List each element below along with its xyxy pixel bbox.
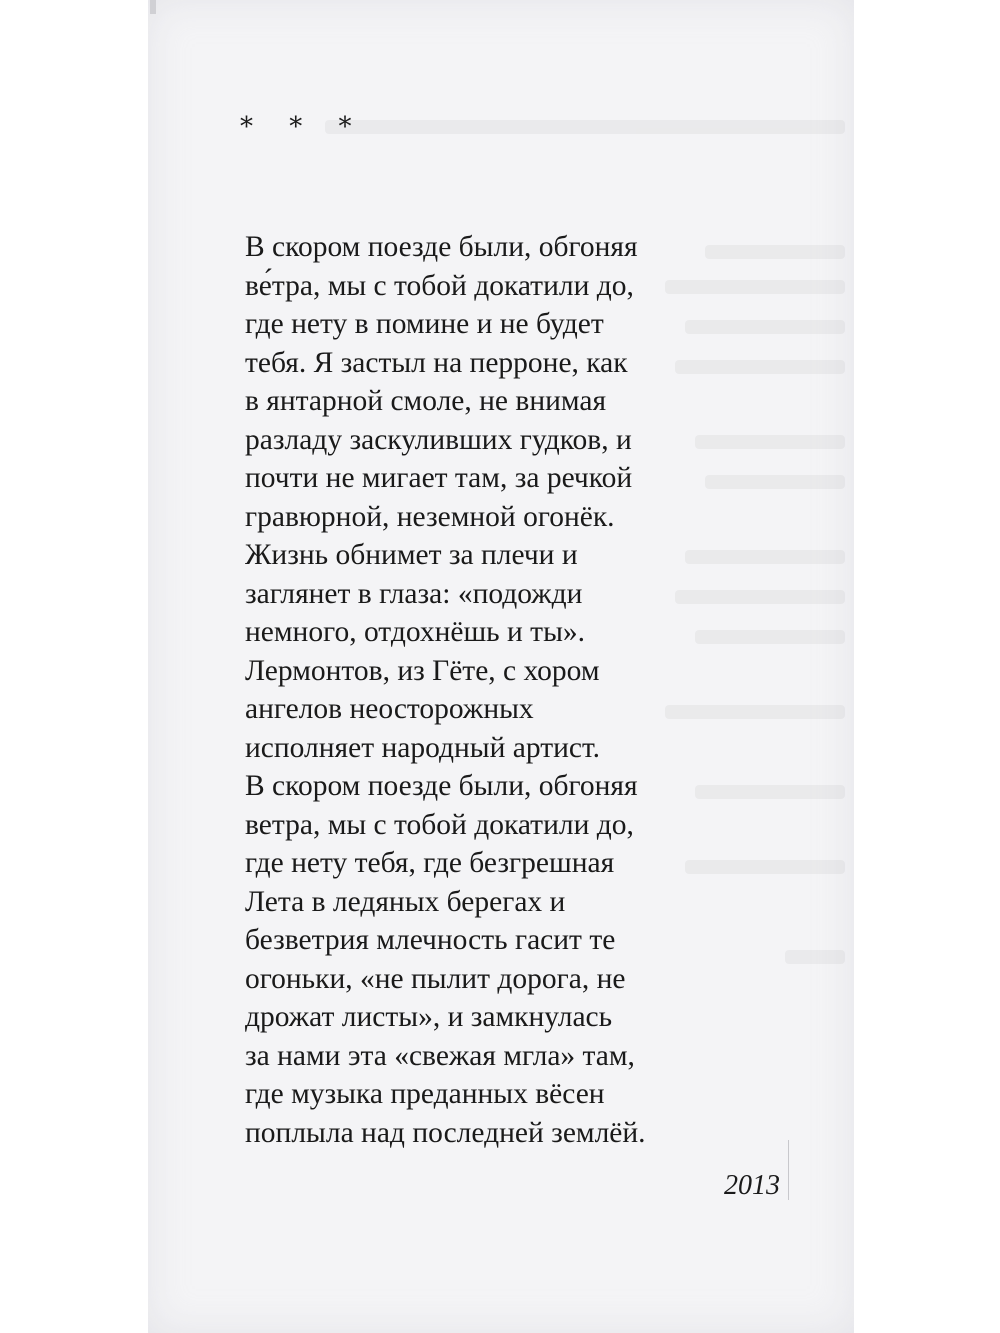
page-fold-line: [788, 1140, 789, 1200]
poem-line: Лермонтов, из Гёте, с хором: [245, 654, 600, 687]
poem-line: огоньки, «не пылит дорога, не: [245, 962, 626, 995]
poem-year: 2013: [724, 1170, 780, 1201]
poem-line: исполняет народный артист.: [245, 731, 601, 764]
poem-body: [245, 228, 805, 1152]
poem-line: поплыла над последней землёй.: [245, 1116, 646, 1149]
poem-line: В скором поезде были, обгоняя: [245, 770, 638, 802]
poem-line: где музыка преданных вёсен: [245, 1078, 605, 1110]
poem-line: где нету тебя, где безгрешная: [245, 847, 615, 879]
poem-line: заглянет в глаза: «подожди: [245, 577, 583, 610]
poem-line: тебя. Я застыл на перроне, как: [245, 346, 628, 379]
poem-line: гравюрной, неземной огонёк.: [245, 500, 615, 533]
poem-line: где нету в помине и не будет: [245, 308, 604, 340]
poem-line: почти не мигает там, за речкой: [245, 462, 633, 494]
poem-line: ветра, мы с тобой докатили до,: [245, 808, 634, 841]
poem-line: в янтарной смоле, не внимая: [245, 385, 607, 417]
poem-line: безветрия млечность гасит те: [245, 924, 616, 956]
poem-line: Жизнь обнимет за плечи и: [245, 539, 578, 571]
page-corner-mark: [150, 0, 156, 14]
section-ornament: * * *: [240, 112, 366, 142]
poem-line: немного, отдохнёшь и ты».: [245, 616, 586, 648]
poem-line: дрожат листы», и замкнулась: [245, 1001, 613, 1033]
poem-line: разладу заскуливших гудков, и: [245, 423, 632, 456]
poem-line: ве́тра, мы с тобой докатили до,: [245, 269, 634, 302]
poem-line: Лета в ледяных берегах и: [245, 885, 566, 918]
poem-line: В скором поезде были, обгоняя: [245, 231, 638, 263]
poem-line: за нами эта «свежая мгла» там,: [245, 1039, 635, 1072]
poem-line: ангелов неосторожных: [245, 693, 534, 725]
